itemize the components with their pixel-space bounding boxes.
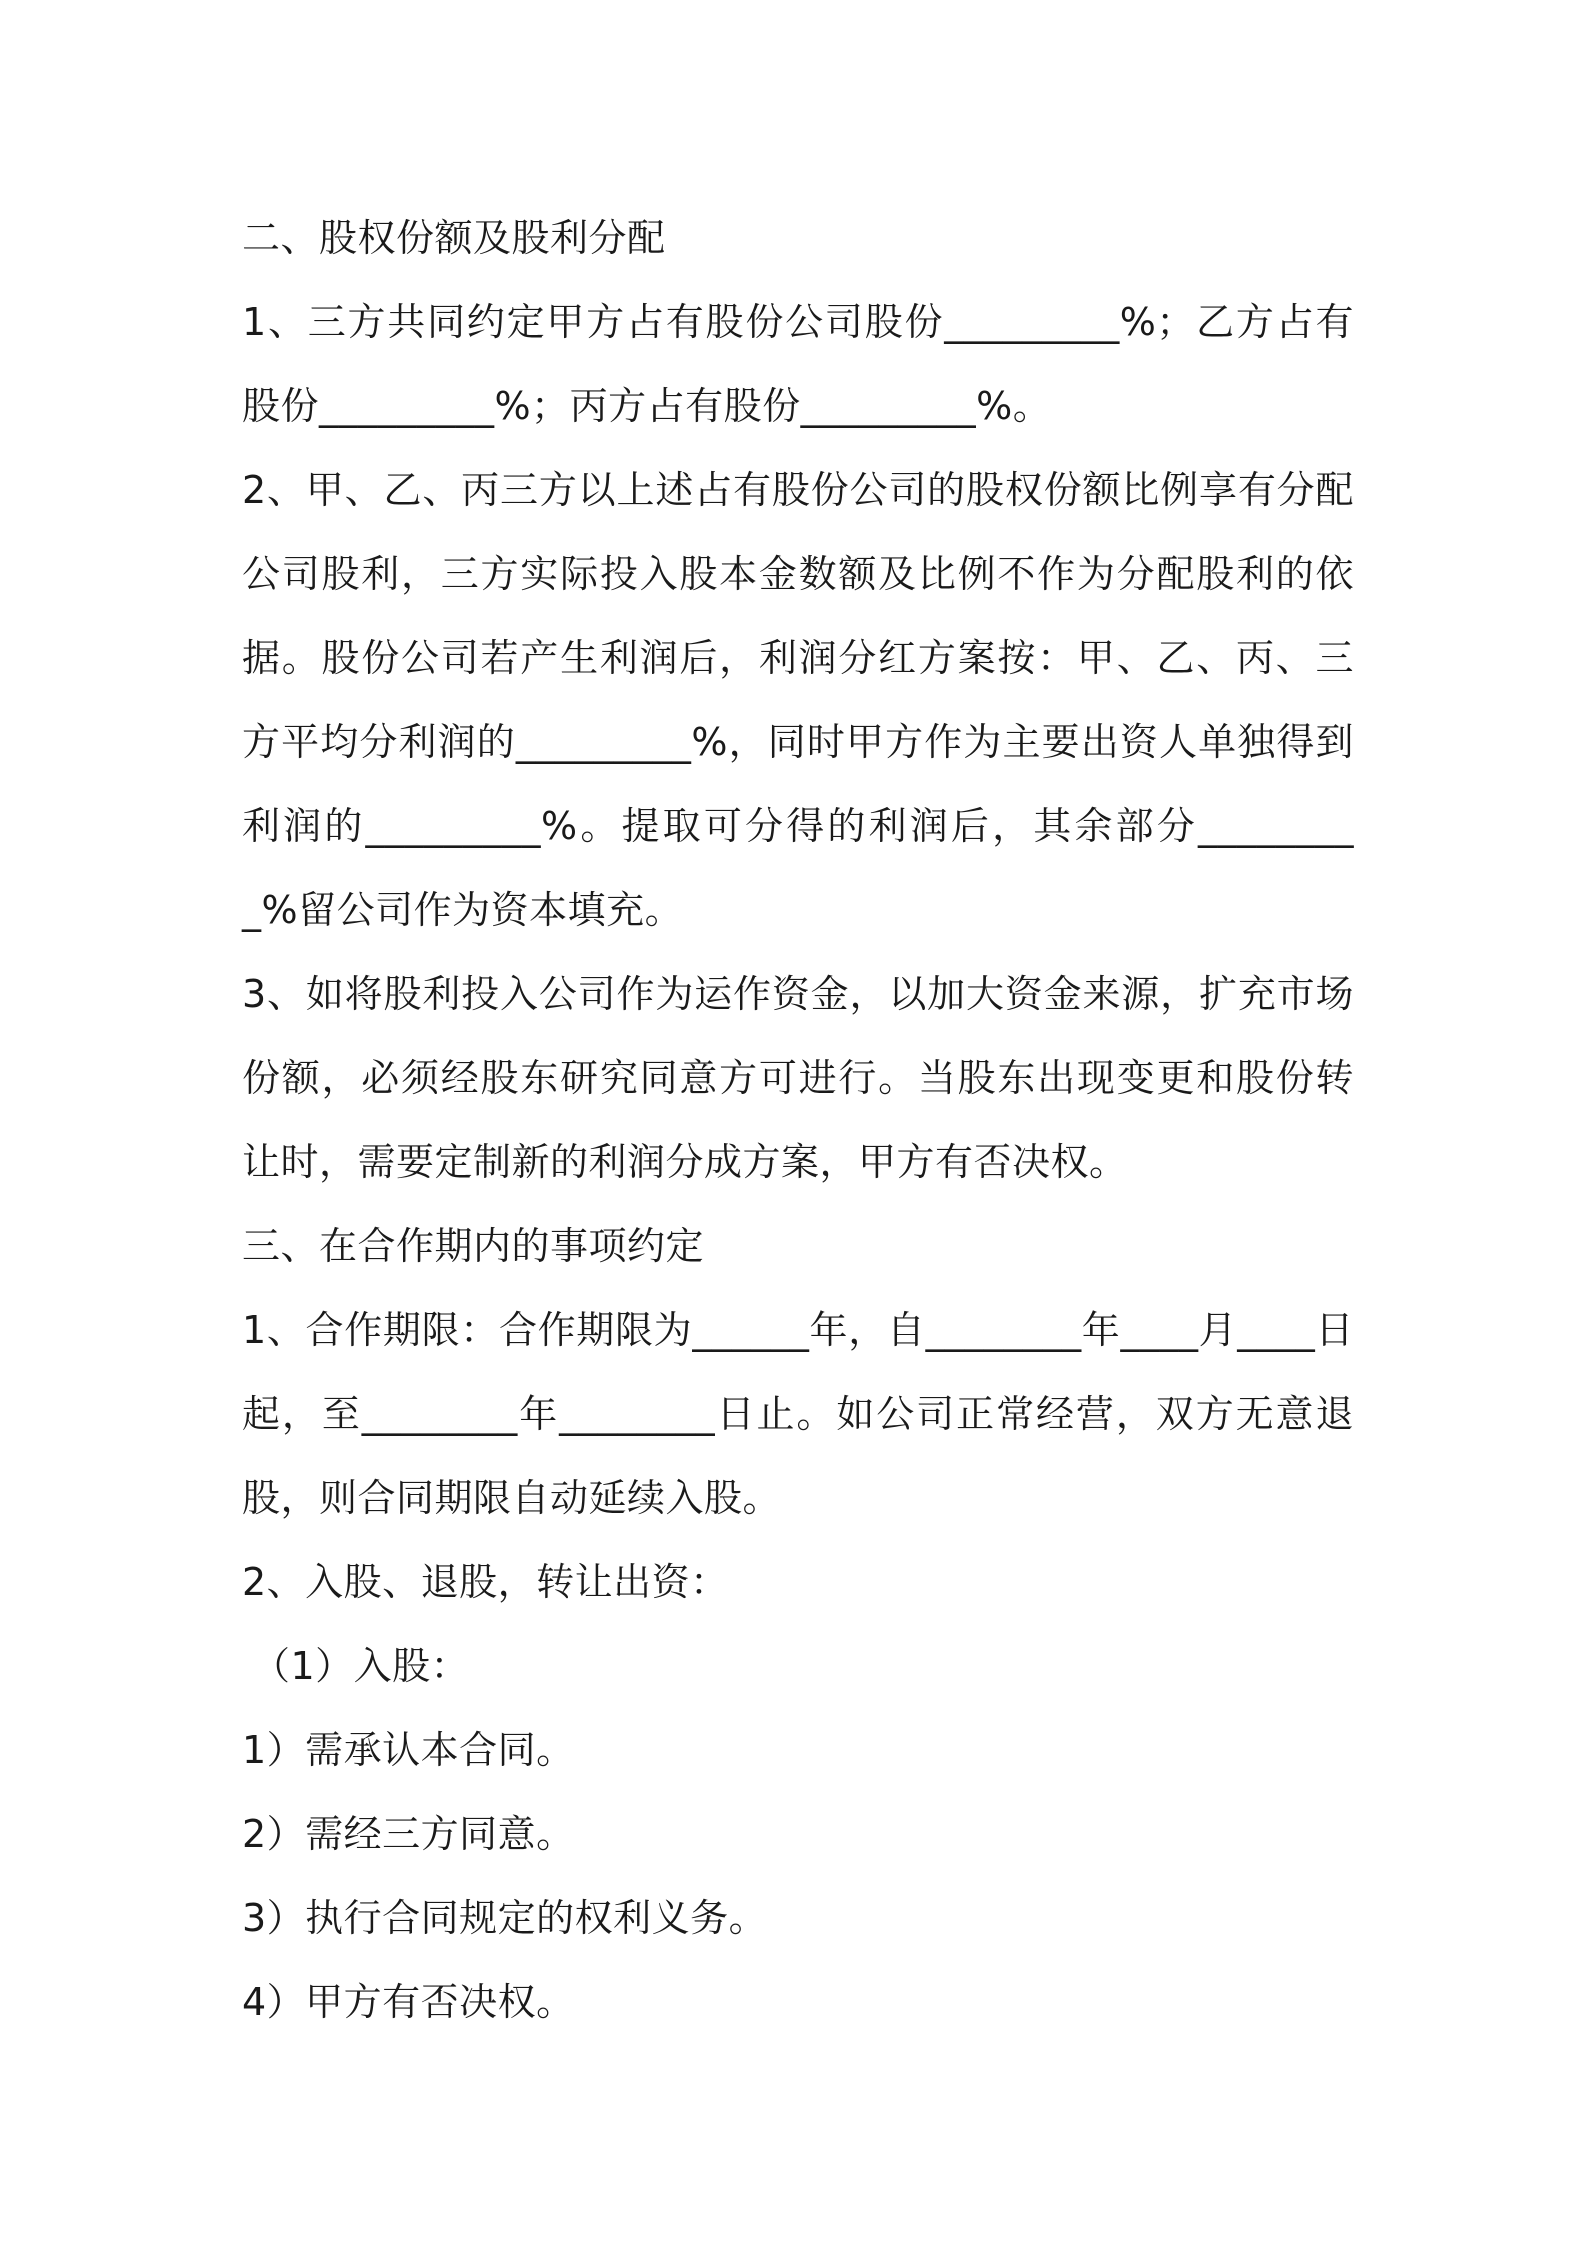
section-3-item-1: 1、合作期限：合作期限为______年，自________年____月____日起，至________年________日止。如公司正常经营，双方无意退股，则合同期限自动延续入股。 <box>242 1308 1354 1520</box>
list-item: 2）需经三方同意。 <box>242 1812 575 1856</box>
section-2-heading: 二、股权份额及股利分配 <box>242 216 666 260</box>
section-2-item-2: 2、甲、乙、丙三方以上述占有股份公司的股权份额比例享有分配公司股利，三方实际投入股本金数额及比例不作为分配股利的依据。股份公司若产生利润后，利润分红方案按：甲、乙、丙、三方平均分利润的_________%，同时甲方作为主要出资人单独得到利润的_________%。提取可分得的利润后，其余部分_________%留公司作为资本填充。 <box>242 468 1354 932</box>
section-2-item-1: 1、三方共同约定甲方占有股份公司股份_________%；乙方占有股份_________%；丙方占有股份_________%。 <box>242 300 1354 428</box>
section-3-item-2: 2、入股、退股，转让出资： <box>242 1560 729 1604</box>
sub-heading-join: （1）入股： <box>252 1644 470 1688</box>
list-item: 1）需承认本合同。 <box>242 1728 575 1772</box>
section-2-item-3: 3、如将股利投入公司作为运作资金，以加大资金来源，扩充市场份额，必须经股东研究同意方可进行。当股东出现变更和股份转让时，需要定制新的利润分成方案，甲方有否决权。 <box>242 972 1354 1184</box>
section-3-heading: 三、在合作期内的事项约定 <box>242 1224 705 1268</box>
list-item: 4）甲方有否决权。 <box>242 1980 575 2024</box>
list-item: 3）执行合同规定的权利义务。 <box>242 1896 768 1940</box>
document-body <box>242 196 1354 2044</box>
